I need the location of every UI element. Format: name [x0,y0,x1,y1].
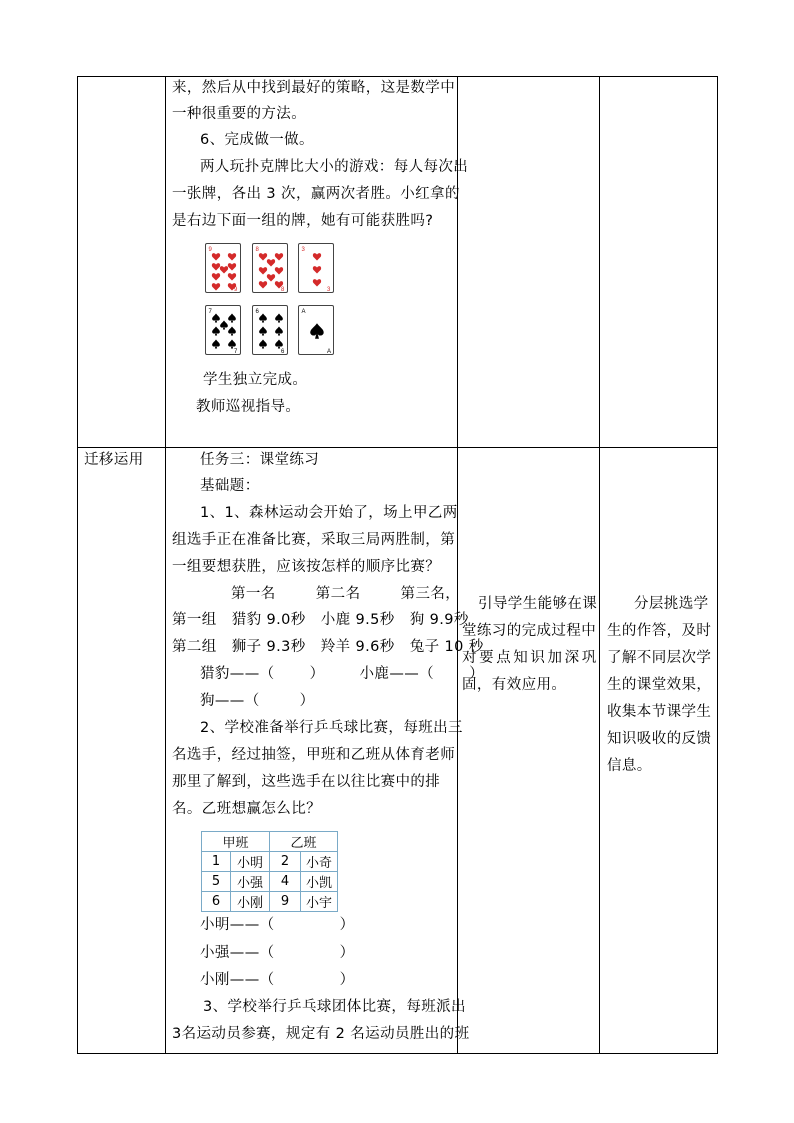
playing-card [298,243,334,293]
row2-line: 基础题： [200,478,260,494]
row1-line: 6、完成做一做。 [200,132,314,148]
heart-icon [299,244,335,294]
table-cell: 小宇 [301,892,338,912]
table-cell: 小刚 [231,892,270,912]
playing-card [252,243,288,293]
card-rank: 9 [208,247,212,253]
card-rank: 6 [255,309,259,315]
evaluation-line: 知识吸收的反馈 [607,731,712,747]
evaluation-line: 生的作答，及时 [607,623,712,639]
row2-line: 第二组 狮子 9.3秒 羚羊 9.6秒 兔子 10 秒 [172,639,484,655]
card-rank: A [301,309,306,315]
row-divider [77,447,718,448]
answer-line: 小刚——（ ） [200,972,355,988]
row2-tail-line: 3名运动员参赛，规定有 2 名运动员胜出的班 [172,1026,470,1042]
table-cell: 小明 [231,852,270,872]
card-rank: 3 [301,247,305,253]
spade-icon [299,306,335,356]
row1-line: 一种很重要的方法。 [172,106,307,122]
row2-line: 名选手，经过抽签，甲班和乙班从体育老师 [172,747,456,763]
table-cell: 6 [202,892,231,912]
row2-line: 任务三：课堂练习 [200,452,320,468]
evaluation-line: 信息。 [607,758,652,774]
answer-line: 小强——（ ） [200,945,355,961]
table-cell: 9 [270,892,301,912]
spade-icon [253,306,289,356]
row2-line: 2、学校准备举行乒乓球比赛，每班出三 [200,720,463,736]
card-pip [267,274,275,281]
card-pip [310,323,323,339]
card-pip [275,327,283,336]
table-cell: 4 [270,872,301,892]
card-pip [212,314,220,323]
card-pip [212,340,220,349]
card-pip [212,253,220,260]
table-cell: 小凯 [301,872,338,892]
card-rank: 9 [234,287,238,293]
row2-line: 狗——（ ） [200,693,315,709]
card-pip [220,321,228,330]
answer-line: 小明——（ ） [200,917,355,933]
row2-tail-line: 3、学校举行乒乓球团体比赛，每班派出 [203,999,466,1015]
card-rank: 7 [208,309,212,315]
evaluation-line: 生的课堂效果， [607,677,712,693]
card-pip [275,267,283,274]
playing-card [205,305,241,355]
card-pip [275,314,283,323]
table-left-border [77,76,78,1054]
card-pip [313,279,321,286]
card-pip [220,266,228,273]
card-pip [228,273,236,280]
heart-icon [206,244,242,294]
row2-line: 猎豹——（ ） 小鹿——（ ） [200,666,484,682]
playing-card [298,305,334,355]
spade-icon [206,306,242,356]
card-rank: 8 [281,287,285,293]
card-pip [267,259,275,266]
row2-line: 第一组 猎豹 9.0秒 小鹿 9.5秒 狗 9.9秒 [172,612,469,628]
card-pip [212,263,220,270]
card-rank: 3 [327,287,331,293]
row1-line: 是右边下面一组的牌，她有可能获胜吗? [172,213,434,229]
table-cell: 1 [202,852,231,872]
heart-icon [253,244,289,294]
card-rank: 8 [255,247,259,253]
row2-line: 一组要想获胜，应该按怎样的顺序比赛？ [172,559,441,575]
card-pip [259,340,267,349]
table-row [202,852,338,872]
card-pip [259,327,267,336]
row1-line: 来，然后从中找到最好的策略，这是数学中 [172,80,456,96]
stage-label: 迁移运用 [84,452,144,468]
card-pip [212,327,220,336]
table-cell: 2 [270,852,301,872]
card-pip [228,327,236,336]
row2-line: 组选手正在准备比赛，采取三局两胜制，第 [172,532,456,548]
card-pip [228,340,236,349]
row1-after-line: 教师巡视指导。 [196,399,301,415]
card-pip [259,314,267,323]
row1-line: 两人玩扑克牌比大小的游戏：每人每次出 [200,159,469,175]
card-pip [228,314,236,323]
ranking-table [201,831,338,912]
teacher-intent-line: 堂练习的完成过程中 [462,623,597,639]
table-header-class-a: 甲班 [202,832,270,852]
teacher-intent-line: 对要点知识加深巩 [462,650,599,666]
card-pip [275,253,283,260]
row2-line: 1、1、森林运动会开始了，场上甲乙两 [200,505,458,521]
playing-card [205,243,241,293]
row2-line: 那里了解到，这些选手在以往比赛中的排 [172,774,441,790]
card-pip [259,281,267,288]
table-header-class-b: 乙班 [270,832,338,852]
teacher-intent-line: 固，有效应用。 [462,677,567,693]
card-pip [212,273,220,280]
table-row [202,892,338,912]
card-pip [313,253,321,260]
row1-after-line: 学生独立完成。 [203,372,308,388]
row1-line: 一张牌，各出 3 次，赢两次者胜。小红拿的 [172,186,460,202]
card-pip [313,266,321,273]
card-rank: 6 [281,349,285,355]
table-cell: 小强 [231,872,270,892]
table-cell: 5 [202,872,231,892]
table-bottom-border [77,1053,718,1054]
card-pip [259,253,267,260]
card-pip [259,267,267,274]
evaluation-line: 了解不同层次学 [607,650,712,666]
card-rank: A [327,349,332,355]
row2-line: 第一名 第二名 第三名， [231,586,461,602]
column-divider-2 [457,76,458,1054]
table-top-border [77,76,718,77]
playing-card [252,305,288,355]
card-pip [228,253,236,260]
evaluation-line: 分层挑选学 [634,596,709,612]
card-pip [228,263,236,270]
card-pip [275,340,283,349]
table-row [202,872,338,892]
card-rank: 7 [234,349,238,355]
card-pip [212,283,220,290]
row2-line: 名。乙班想赢怎么比？ [172,801,321,817]
table-right-border [717,76,718,1054]
teacher-intent-line: 引导学生能够在课 [478,596,598,612]
table-cell: 小奇 [301,852,338,872]
column-divider-3 [599,76,600,1054]
evaluation-line: 收集本节课学生 [607,704,712,720]
column-divider-1 [165,76,166,1054]
